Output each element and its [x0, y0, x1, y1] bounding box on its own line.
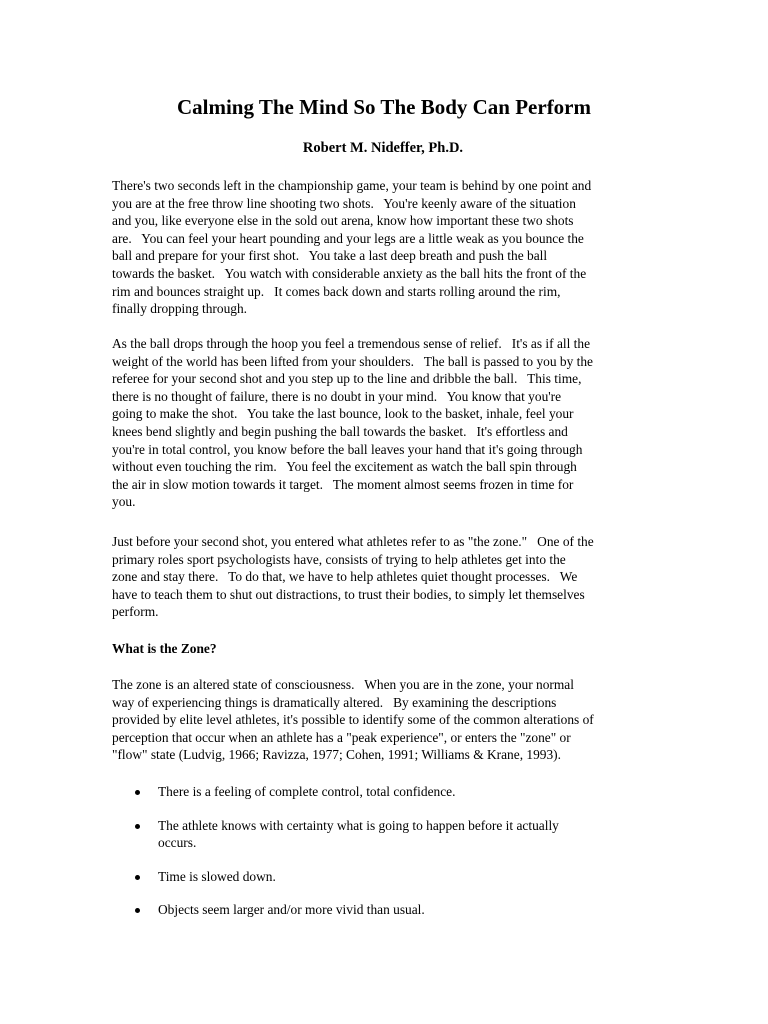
list-item-text: Objects seem larger and/or more vivid than usual. [158, 902, 425, 918]
section-heading: What is the Zone? [112, 641, 217, 656]
paragraph-1: There's two seconds left in the championship game, your team is behind by one point and you are at the free throw line shooting two shots. You're keenly aware of the situation and you, like everyone else in the sold out arena, know how important these two shots are. You can feel your heart pounding and your legs are a little weak as you bounce the ball and prepare for your first shot. You take a last deep breath and push the ball towards the basket. You watch with considerable anxiety as the ball hits the front of the rim and bounces straight up. It comes back down and starts rolling around the rim, finally dropping through. [112, 178, 592, 317]
paragraph-3: Just before your second shot, you entered what athletes refer to as "the zone." One of the primary roles sport psychologists have, consists of trying to help athletes get into the zone and stay there. To do that, we have to help athletes quiet thought processes. We have to teach them to shut out distractions, to trust their bodies, to simply let themselves perform. [112, 534, 594, 620]
list-item [112, 817, 660, 852]
list-item-text: Time is slowed down. [158, 868, 276, 884]
paragraph-4: The zone is an altered state of consciousness. When you are in the zone, your normal way of experiencing things is dramatically altered. By examining the descriptions provided by elite level athletes, it's possible to identify some of the common alterations of perception that occur when an athlete has a "peak experience", or enters the "zone" or "flow" state (Ludvig, 1966; Ravizza, 1977; Cohen, 1991; Williams & Krane, 1993). [112, 677, 594, 763]
document-title: Calming The Mind So The Body Can Perform [176, 95, 591, 119]
bullet-icon [135, 790, 140, 795]
bullet-icon [135, 908, 140, 913]
list-item-text: There is a feeling of complete control, total confidence. [158, 784, 456, 799]
bullet-icon [135, 875, 140, 880]
paragraph-2: As the ball drops through the hoop you feel a tremendous sense of relief. It's as if all the weight of the world has been lifted from your shoulders. The ball is passed to you by the referee for your second shot and you step up to the line and dribble the ball. This time, there is no thought of failure, there is no doubt in your mind. You know that you're going to make the shot. You take the last bounce, look to the basket, inhale, feel your knees bend slightly and begin pushing the ball towards the basket. It's effortless and you're in total control, you know before the ball leaves your hand that it's going through without even touching the rim. You feel the excitement as watch the ball spin through the air in slow motion towards it target. The moment almost seems frozen in time for you. [112, 336, 593, 510]
list-item [112, 868, 660, 886]
list-item [112, 783, 660, 801]
list-item-text: The athlete knows with certainty what is going to happen before it actually occurs. [158, 817, 559, 851]
document-author: Robert M. Nideffer, Ph.D. [302, 140, 464, 156]
list-item [112, 901, 660, 919]
bullet-list [112, 783, 660, 919]
bullet-icon [135, 824, 140, 829]
